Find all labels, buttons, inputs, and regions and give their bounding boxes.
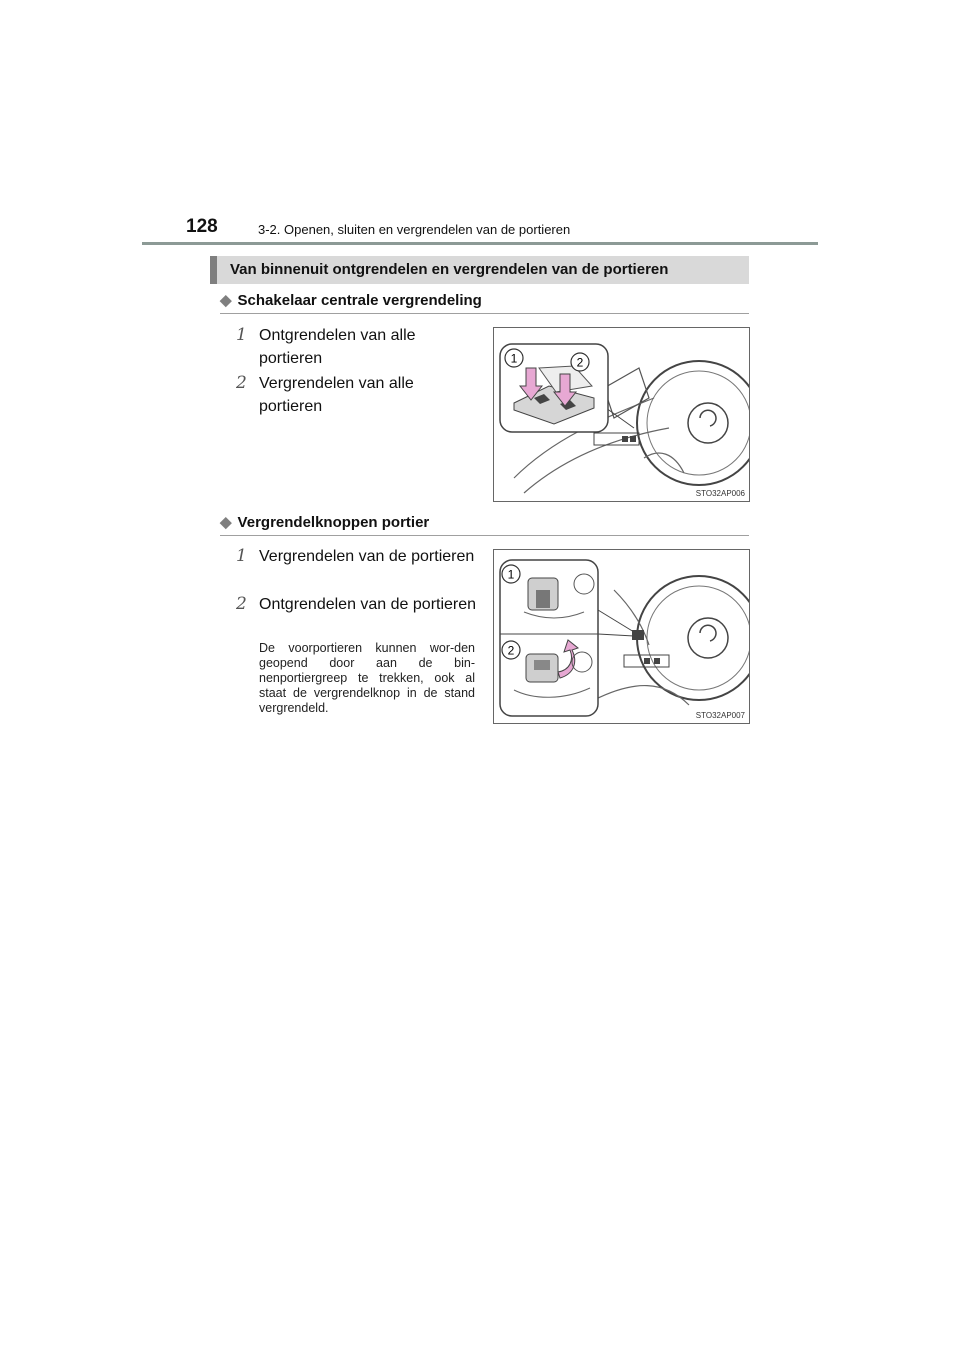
note-paragraph: De voorportieren kunnen wor-den geopend door aan de bin-nenportiergreep te trekken, ook al staat de vergrendelknop in de stand vergrendeld.: [259, 641, 475, 715]
subsection-heading-text: Vergrendelknoppen portier: [237, 514, 430, 531]
subsection-heading-door-lock-knobs: [220, 513, 429, 531]
header-rule: [142, 242, 818, 245]
figure-central-lock-switch: [493, 327, 750, 502]
figure-callout: 2: [507, 643, 515, 658]
diamond-icon: ◆: [220, 514, 232, 531]
subsection-heading-text: Schakelaar centrale vergrendeling: [237, 292, 482, 309]
subsection-rule: [220, 313, 749, 314]
page-number: 128: [186, 216, 218, 237]
figure-code: STO32AP007: [695, 711, 745, 720]
section-bar: [210, 256, 749, 284]
item-label: Vergrendelen van alle portieren: [259, 375, 414, 415]
item-label: Vergrendelen van de portieren: [259, 548, 475, 565]
item-number: 2: [236, 594, 247, 614]
item-number: 1: [236, 325, 247, 345]
item-number: 1: [236, 546, 247, 566]
item-label: Ontgrendelen van alle portieren: [259, 327, 416, 367]
figure-door-lock-knobs: [493, 549, 750, 724]
subsection-rule: [220, 535, 749, 536]
figure-callout: 2: [576, 355, 584, 370]
figure-callout: 1: [507, 567, 515, 582]
item-number: 2: [236, 373, 247, 393]
section-title: Van binnenuit ontgrendelen en vergrendelen van de portieren: [230, 261, 669, 278]
item-label: Ontgrendelen van de portieren: [259, 596, 477, 613]
diamond-icon: ◆: [220, 292, 232, 309]
figure-callout: 1: [510, 351, 518, 366]
chapter-header-title: 3-2. Openen, sluiten en vergrendelen van de portieren: [258, 222, 571, 237]
figure-code: STO32AP006: [695, 489, 745, 498]
subsection-heading-central-lock: [220, 291, 482, 309]
